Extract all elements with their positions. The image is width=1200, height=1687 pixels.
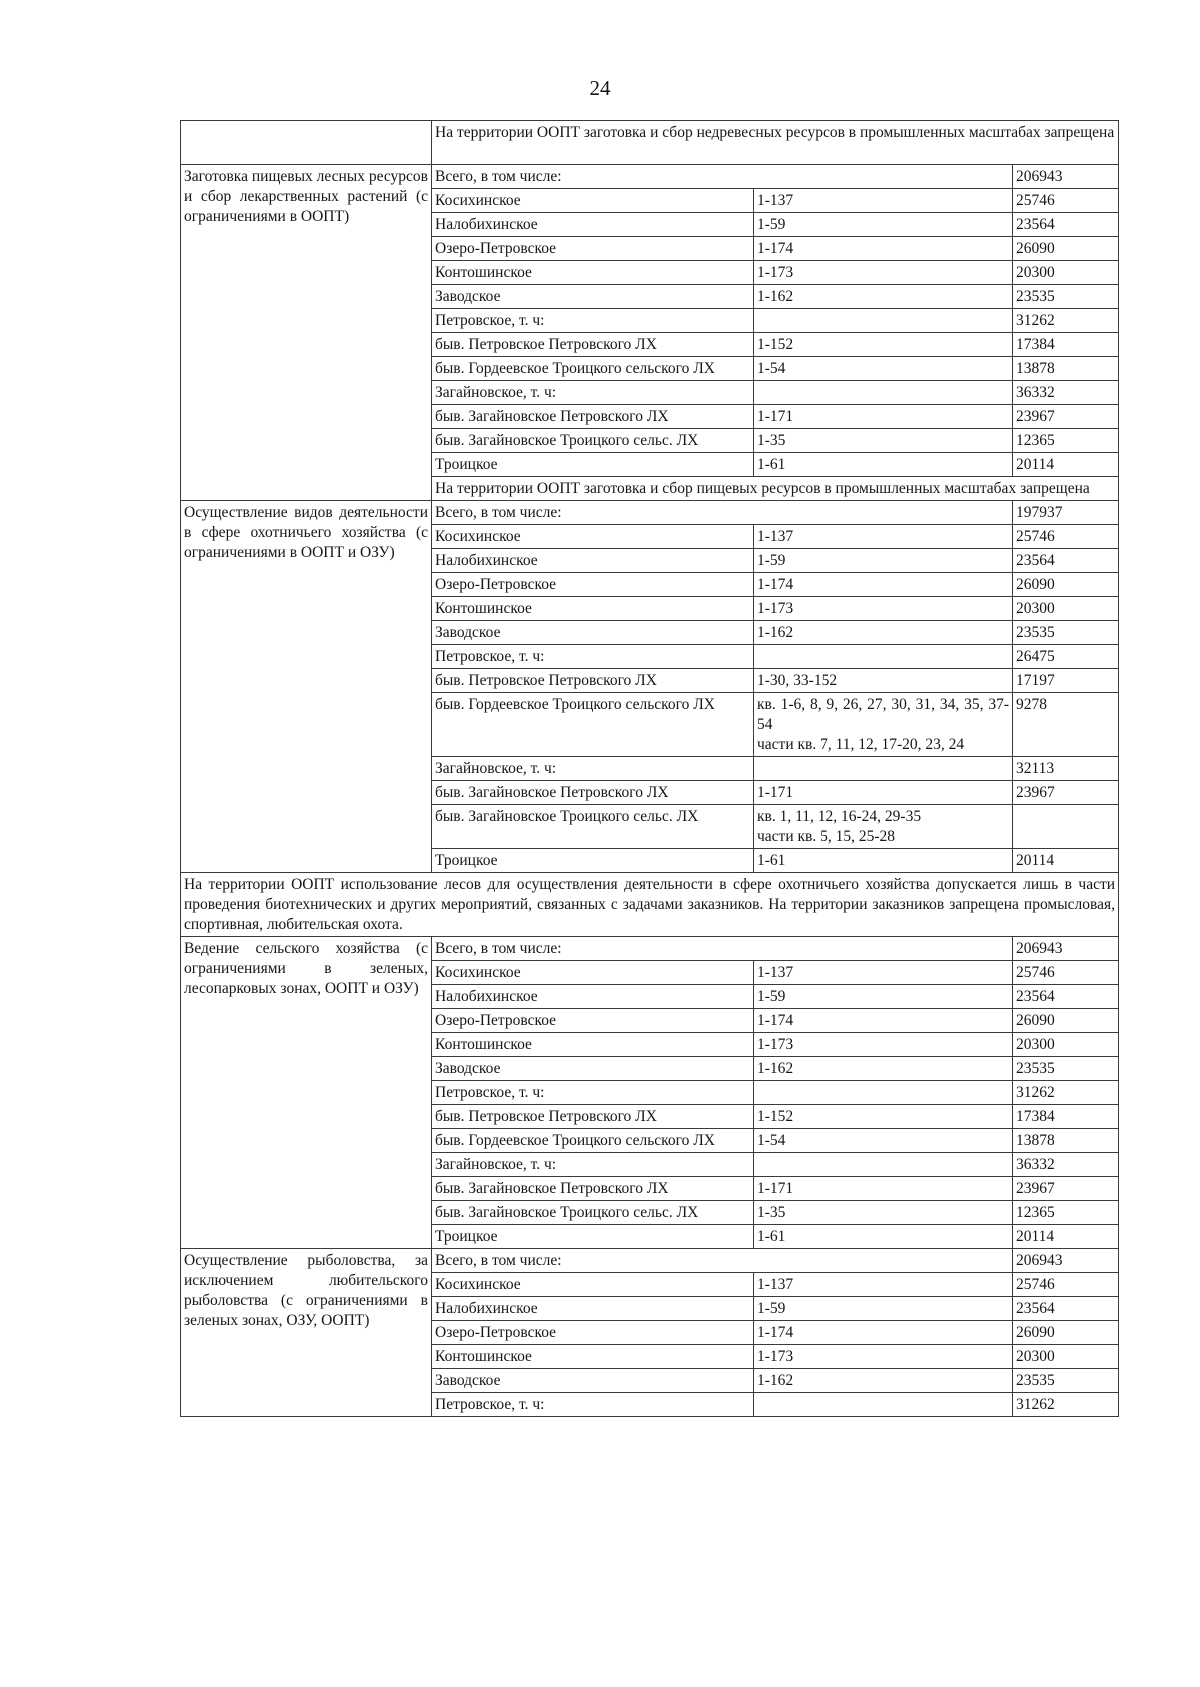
forestry-name-cell: Загайновское, т. ч: bbox=[432, 757, 754, 781]
quarters-cell: 1-171 bbox=[754, 781, 1013, 805]
quarters-cell: 1-30, 33-152 bbox=[754, 669, 1013, 693]
category-cell: Заготовка пищевых лесных ресурсов и сбор лекарственных растений (с ограничениями в ООПТ) bbox=[181, 165, 432, 501]
quarters-cell: 1-152 bbox=[754, 1105, 1013, 1129]
quarters-cell bbox=[754, 645, 1013, 669]
quarters-cell: 1-173 bbox=[754, 1345, 1013, 1369]
forestry-name-cell: Озеро-Петровское bbox=[432, 1009, 754, 1033]
area-cell: 23967 bbox=[1013, 781, 1119, 805]
area-cell: 23564 bbox=[1013, 1297, 1119, 1321]
forestry-name-cell: Заводское bbox=[432, 621, 754, 645]
area-cell: 26475 bbox=[1013, 645, 1119, 669]
area-cell: 20114 bbox=[1013, 849, 1119, 873]
quarters-cell: 1-174 bbox=[754, 1009, 1013, 1033]
quarters-cell: 1-59 bbox=[754, 549, 1013, 573]
quarters-cell: кв. 1-6, 8, 9, 26, 27, 30, 31, 34, 35, 37-54 части кв. 7, 11, 12, 17-20, 23, 24 bbox=[754, 693, 1013, 757]
area-cell: 31262 bbox=[1013, 1081, 1119, 1105]
area-cell bbox=[1013, 805, 1119, 849]
forestry-name-cell: Петровское, т. ч: bbox=[432, 645, 754, 669]
quarters-cell bbox=[754, 757, 1013, 781]
area-cell: 26090 bbox=[1013, 1321, 1119, 1345]
quarters-cell: 1-59 bbox=[754, 213, 1013, 237]
forestry-name-cell: быв. Петровское Петровского ЛХ bbox=[432, 1105, 754, 1129]
forestry-name-cell: Косихинское bbox=[432, 1273, 754, 1297]
quarters-cell: 1-162 bbox=[754, 1057, 1013, 1081]
quarters-cell: 1-152 bbox=[754, 333, 1013, 357]
quarters-cell: кв. 1, 11, 12, 16-24, 29-35 части кв. 5, 15, 25-28 bbox=[754, 805, 1013, 849]
forestry-name-cell: Всего, в том числе: bbox=[432, 1249, 1013, 1273]
area-cell: 17197 bbox=[1013, 669, 1119, 693]
area-cell: 26090 bbox=[1013, 573, 1119, 597]
page-number: 24 bbox=[589, 76, 611, 100]
quarters-cell: 1-174 bbox=[754, 237, 1013, 261]
area-cell: 25746 bbox=[1013, 961, 1119, 985]
quarters-cell bbox=[754, 1393, 1013, 1417]
quarters-cell: 1-174 bbox=[754, 573, 1013, 597]
table-row bbox=[181, 1249, 1119, 1273]
quarters-cell: 1-59 bbox=[754, 985, 1013, 1009]
forestry-name-cell: Троицкое bbox=[432, 1225, 754, 1249]
area-cell: 25746 bbox=[1013, 189, 1119, 213]
area-cell: 9278 bbox=[1013, 693, 1119, 757]
quarters-cell: 1-137 bbox=[754, 525, 1013, 549]
quarters-cell: 1-54 bbox=[754, 1129, 1013, 1153]
area-cell: 23535 bbox=[1013, 1369, 1119, 1393]
quarters-cell: 1-137 bbox=[754, 1273, 1013, 1297]
area-cell: 20300 bbox=[1013, 597, 1119, 621]
area-cell: 12365 bbox=[1013, 1201, 1119, 1225]
area-cell: 13878 bbox=[1013, 1129, 1119, 1153]
forestry-name-cell: Всего, в том числе: bbox=[432, 501, 1013, 525]
forestry-name-cell: Контошинское bbox=[432, 1033, 754, 1057]
forest-use-table bbox=[180, 120, 1119, 1417]
area-cell: 23535 bbox=[1013, 1057, 1119, 1081]
area-cell: 31262 bbox=[1013, 1393, 1119, 1417]
area-cell: 197937 bbox=[1013, 501, 1119, 525]
forestry-name-cell: Контошинское bbox=[432, 261, 754, 285]
quarters-cell: 1-162 bbox=[754, 621, 1013, 645]
forestry-name-cell: Налобихинское bbox=[432, 1297, 754, 1321]
quarters-cell: 1-174 bbox=[754, 1321, 1013, 1345]
forestry-name-cell: быв. Загайновское Петровского ЛХ bbox=[432, 405, 754, 429]
forestry-name-cell: быв. Загайновское Петровского ЛХ bbox=[432, 781, 754, 805]
area-cell: 31262 bbox=[1013, 309, 1119, 333]
forestry-name-cell: Петровское, т. ч: bbox=[432, 1081, 754, 1105]
quarters-cell bbox=[754, 309, 1013, 333]
area-cell: 12365 bbox=[1013, 429, 1119, 453]
quarters-cell: 1-173 bbox=[754, 597, 1013, 621]
area-cell: 32113 bbox=[1013, 757, 1119, 781]
forestry-name-cell: Всего, в том числе: bbox=[432, 937, 1013, 961]
table-row bbox=[181, 937, 1119, 961]
quarters-cell bbox=[754, 381, 1013, 405]
forestry-name-cell: Всего, в том числе: bbox=[432, 165, 1013, 189]
forestry-name-cell: Петровское, т. ч: bbox=[432, 309, 754, 333]
full-width-note-row bbox=[181, 873, 1119, 937]
forestry-name-cell: Косихинское bbox=[432, 525, 754, 549]
quarters-cell: 1-61 bbox=[754, 453, 1013, 477]
area-cell: 23564 bbox=[1013, 213, 1119, 237]
quarters-cell: 1-35 bbox=[754, 1201, 1013, 1225]
quarters-cell: 1-162 bbox=[754, 285, 1013, 309]
quarters-cell: 1-173 bbox=[754, 1033, 1013, 1057]
forestry-name-cell: Заводское bbox=[432, 1369, 754, 1393]
forestry-name-cell: Заводское bbox=[432, 1057, 754, 1081]
forestry-name-cell: Петровское, т. ч: bbox=[432, 1393, 754, 1417]
forestry-name-cell: Озеро-Петровское bbox=[432, 237, 754, 261]
forestry-name-cell: Налобихинское bbox=[432, 985, 754, 1009]
area-cell: 20300 bbox=[1013, 1033, 1119, 1057]
area-cell: 36332 bbox=[1013, 381, 1119, 405]
quarters-cell: 1-171 bbox=[754, 1177, 1013, 1201]
forestry-name-cell: быв. Гордеевское Троицкого сельского ЛХ bbox=[432, 357, 754, 381]
quarters-cell: 1-137 bbox=[754, 961, 1013, 985]
restriction-note: На территории ООПТ заготовка и сбор недревесных ресурсов в промышленных масштабах запрещена bbox=[432, 121, 1119, 165]
area-cell: 23564 bbox=[1013, 549, 1119, 573]
forestry-name-cell: Косихинское bbox=[432, 961, 754, 985]
area-cell: 23564 bbox=[1013, 985, 1119, 1009]
area-cell: 23535 bbox=[1013, 285, 1119, 309]
area-cell: 206943 bbox=[1013, 1249, 1119, 1273]
forestry-name-cell: Озеро-Петровское bbox=[432, 1321, 754, 1345]
forestry-name-cell: быв. Загайновское Троицкого сельс. ЛХ bbox=[432, 1201, 754, 1225]
category-cell: Ведение сельского хозяйства (с ограничениями в зеленых, лесопарковых зонах, ООПТ и ОЗУ) bbox=[181, 937, 432, 1249]
quarters-cell: 1-173 bbox=[754, 261, 1013, 285]
quarters-cell bbox=[754, 1081, 1013, 1105]
area-cell: 206943 bbox=[1013, 165, 1119, 189]
forestry-name-cell: Троицкое bbox=[432, 453, 754, 477]
area-cell: 26090 bbox=[1013, 237, 1119, 261]
area-cell: 36332 bbox=[1013, 1153, 1119, 1177]
forestry-name-cell: Контошинское bbox=[432, 1345, 754, 1369]
quarters-cell: 1-162 bbox=[754, 1369, 1013, 1393]
forestry-name-cell: Налобихинское bbox=[432, 213, 754, 237]
forestry-name-cell: Загайновское, т. ч: bbox=[432, 381, 754, 405]
quarters-cell: 1-137 bbox=[754, 189, 1013, 213]
note-row bbox=[181, 121, 1119, 165]
forestry-name-cell: быв. Загайновское Троицкого сельс. ЛХ bbox=[432, 429, 754, 453]
area-cell: 17384 bbox=[1013, 333, 1119, 357]
area-cell: 25746 bbox=[1013, 1273, 1119, 1297]
forestry-name-cell: быв. Загайновское Троицкого сельс. ЛХ bbox=[432, 805, 754, 849]
forestry-name-cell: быв. Гордеевское Троицкого сельского ЛХ bbox=[432, 1129, 754, 1153]
quarters-cell: 1-59 bbox=[754, 1297, 1013, 1321]
area-cell: 20114 bbox=[1013, 453, 1119, 477]
quarters-cell bbox=[754, 1153, 1013, 1177]
quarters-cell: 1-35 bbox=[754, 429, 1013, 453]
quarters-cell: 1-171 bbox=[754, 405, 1013, 429]
forestry-name-cell: Заводское bbox=[432, 285, 754, 309]
area-cell: 20114 bbox=[1013, 1225, 1119, 1249]
category-cell: Осуществление рыболовства, за исключением любительского рыболовства (с ограничениями в зеленых зонах, ОЗУ, ООПТ) bbox=[181, 1249, 432, 1417]
area-cell: 23967 bbox=[1013, 1177, 1119, 1201]
restriction-note: На территории ООПТ заготовка и сбор пищевых ресурсов в промышленных масштабах запрещена bbox=[432, 477, 1119, 501]
category-cell: Осуществление видов деятельности в сфере охотничьего хозяйства (с ограничениями в ООПТ и ОЗУ) bbox=[181, 501, 432, 873]
forestry-name-cell: быв. Загайновское Петровского ЛХ bbox=[432, 1177, 754, 1201]
forestry-name-cell: Загайновское, т. ч: bbox=[432, 1153, 754, 1177]
forestry-name-cell: быв. Петровское Петровского ЛХ bbox=[432, 333, 754, 357]
table-row bbox=[181, 501, 1119, 525]
empty-cell bbox=[181, 121, 432, 165]
forestry-name-cell: Налобихинское bbox=[432, 549, 754, 573]
forestry-name-cell: Озеро-Петровское bbox=[432, 573, 754, 597]
area-cell: 23967 bbox=[1013, 405, 1119, 429]
area-cell: 25746 bbox=[1013, 525, 1119, 549]
area-cell: 20300 bbox=[1013, 261, 1119, 285]
forestry-name-cell: Контошинское bbox=[432, 597, 754, 621]
area-cell: 23535 bbox=[1013, 621, 1119, 645]
restriction-note: На территории ООПТ использование лесов для осуществления деятельности в сфере охотничьего хозяйства допускается лишь в части проведения биотехнических и других мероприятий, связанных с задачами заказников. На территории заказников запрещена промысловая, спортивная, любительская охота. bbox=[181, 873, 1119, 937]
area-cell: 13878 bbox=[1013, 357, 1119, 381]
forestry-name-cell: быв. Гордеевское Троицкого сельского ЛХ bbox=[432, 693, 754, 757]
area-cell: 206943 bbox=[1013, 937, 1119, 961]
area-cell: 20300 bbox=[1013, 1345, 1119, 1369]
quarters-cell: 1-54 bbox=[754, 357, 1013, 381]
forestry-name-cell: Косихинское bbox=[432, 189, 754, 213]
table-row bbox=[181, 165, 1119, 189]
forestry-name-cell: Троицкое bbox=[432, 849, 754, 873]
forestry-name-cell: быв. Петровское Петровского ЛХ bbox=[432, 669, 754, 693]
quarters-cell: 1-61 bbox=[754, 1225, 1013, 1249]
area-cell: 26090 bbox=[1013, 1009, 1119, 1033]
quarters-cell: 1-61 bbox=[754, 849, 1013, 873]
area-cell: 17384 bbox=[1013, 1105, 1119, 1129]
